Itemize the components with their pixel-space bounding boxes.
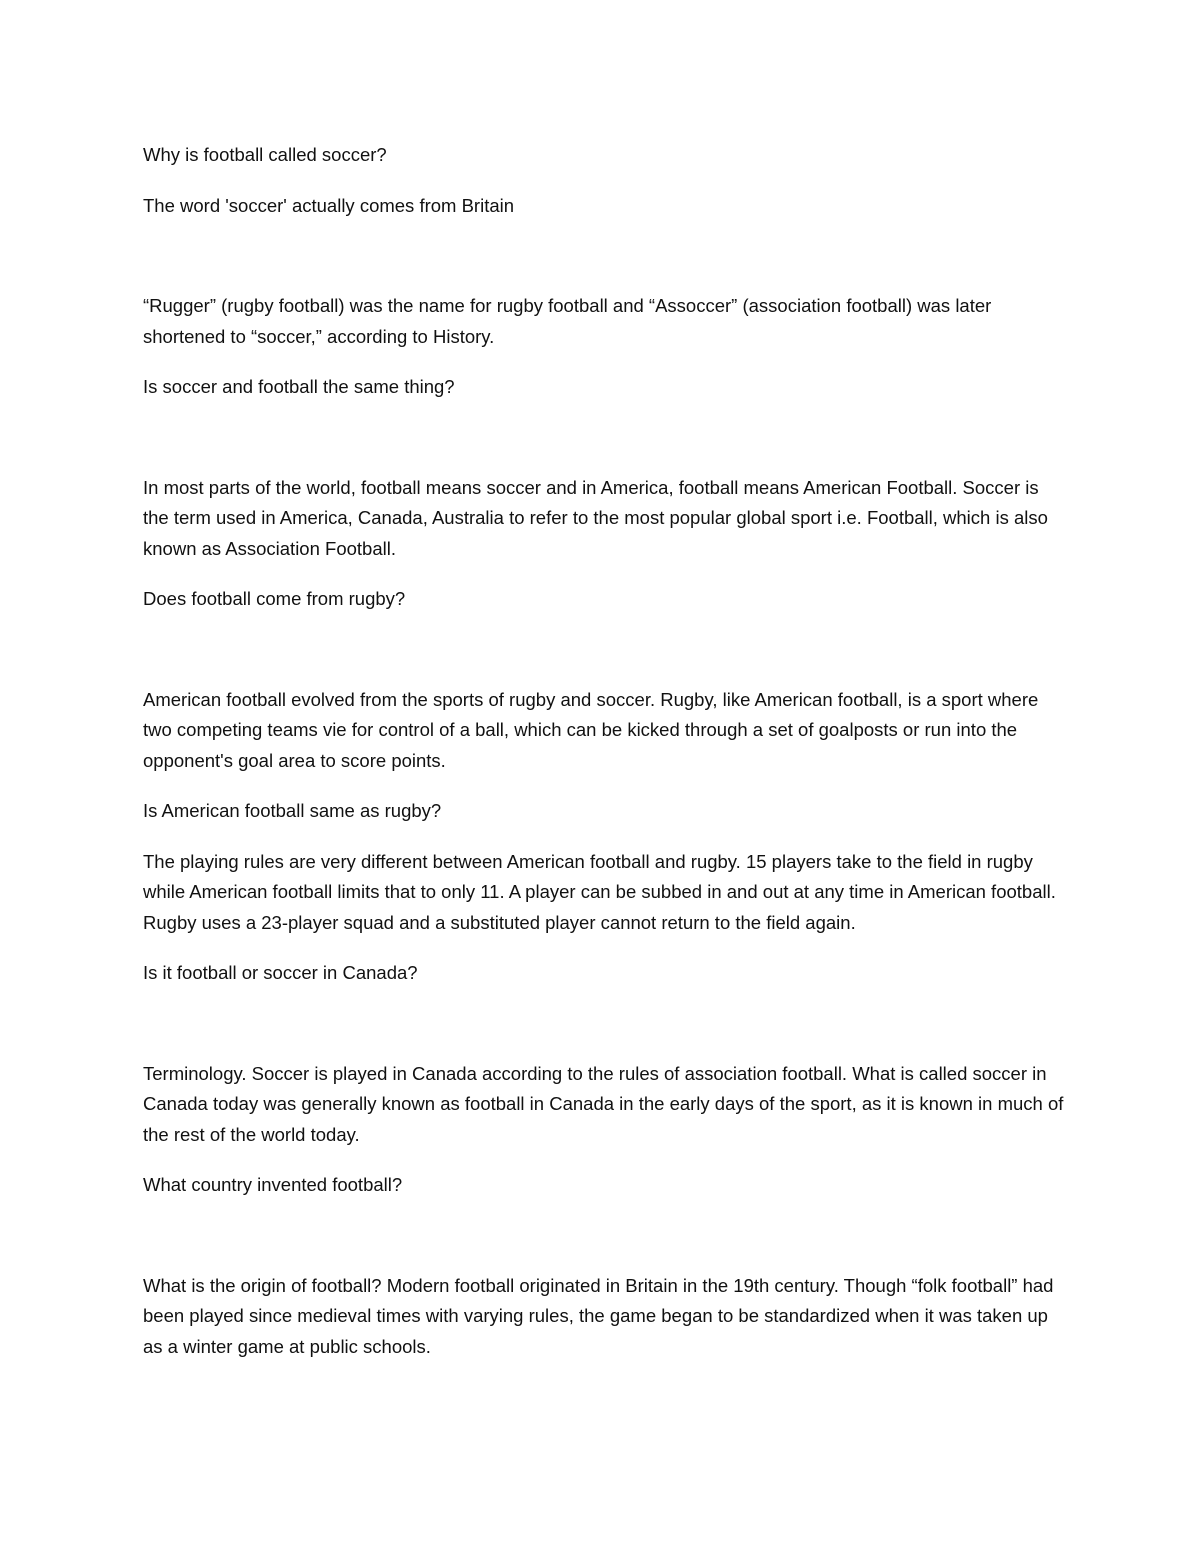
question-who-invented: What country invented football? <box>143 1174 403 1195</box>
paragraph-american-football-evolution: American football evolved from the sports of rugby and soccer. Rugby, like American football, is a sport where two competing teams vie for control of a ball, which can be kicked through a set of goalposts or run into the opponent's goal area to score points. <box>143 688 1039 771</box>
question-canada: Is it football or soccer in Canada? <box>143 962 418 983</box>
question-from-rugby: Does football come from rugby? <box>143 588 406 609</box>
paragraph-origin: What is the origin of football? Modern football originated in Britain in the 19th century. Though “folk football” had been played since medieval times with varying rules, the game began to be standardized when it was taken up as a winter game at public schools. <box>143 1274 1054 1357</box>
paragraph-rules-difference: The playing rules are very different between American football and rugby. 15 players take to the field in rugby while American football limits that to only 11. A player can be subbed in and out at any time in American football. Rugby uses a 23-player squad and a substituted player cannot return to the field again. <box>143 850 1056 933</box>
paragraph-terminology: Terminology. Soccer is played in Canada according to the rules of association football. What is called soccer in Canada today was generally known as football in Canada in the early days of the sport, as it is known in much of the rest of the world today. <box>143 1062 1064 1145</box>
paragraph-rugger-assoccer: “Rugger” (rugby football) was the name for rugby football and “Assoccer” (association football) was later shortened to “soccer,” according to History. <box>143 295 992 347</box>
answer-word-origin: The word 'soccer' actually comes from Britain <box>143 194 515 216</box>
paragraph-world-usage: In most parts of the world, football means soccer and in America, football means American Football. Soccer is the term used in America, Canada, Australia to refer to the most popular global sport i.e. Football, which is also known as Association Football. <box>143 476 1048 559</box>
question-same-as-rugby: Is American football same as rugby? <box>143 800 442 821</box>
question-same-thing: Is soccer and football the same thing? <box>143 376 455 397</box>
question-why-called-soccer: Why is football called soccer? <box>143 144 387 165</box>
document-body <box>143 140 1068 1362</box>
